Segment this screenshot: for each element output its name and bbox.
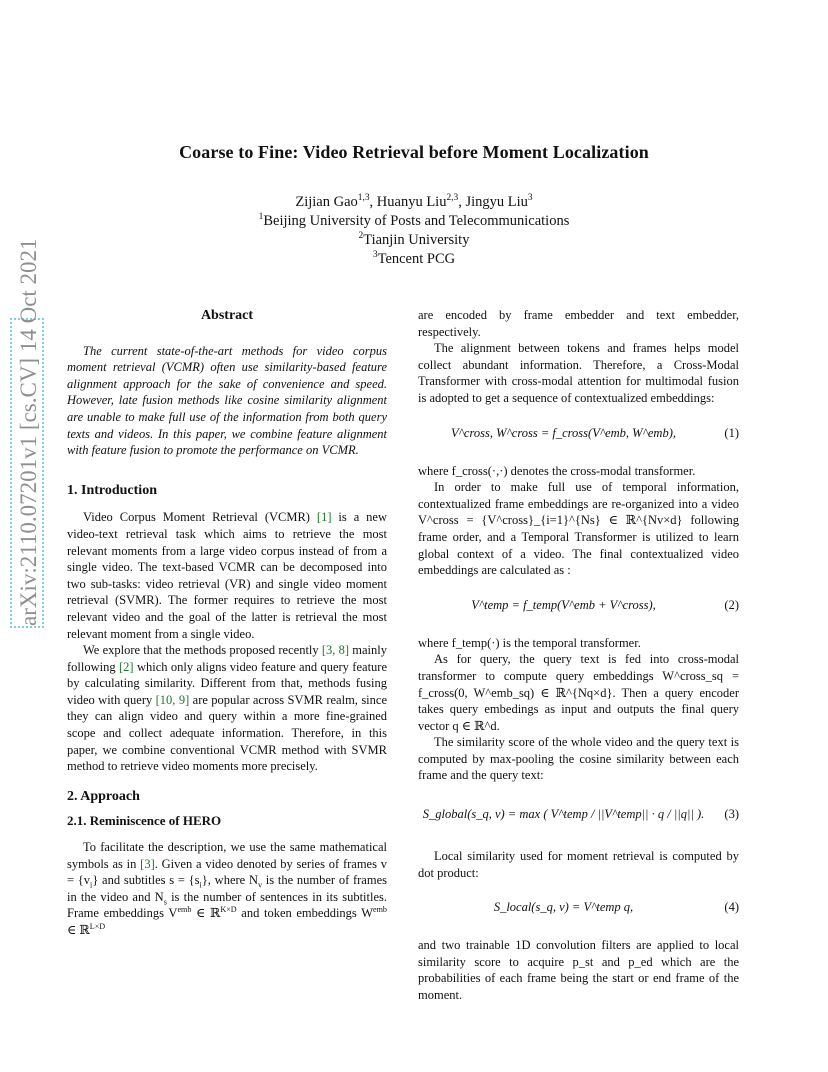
subsection-heading: 2.1. Reminiscence of HERO xyxy=(67,813,222,829)
affiliation xyxy=(0,212,828,231)
math-sup: emb xyxy=(373,905,387,915)
text-run: } xyxy=(201,873,208,888)
affiliation-name: Beijing University of Posts and Telecommunications xyxy=(263,213,570,229)
math-sup: K×D xyxy=(220,905,237,915)
abstract-heading: Abstract xyxy=(200,308,254,323)
left-column xyxy=(67,307,387,939)
paragraph: are encoded by frame embedder and text embedder, respectively. xyxy=(418,308,739,339)
equation-number: (3) xyxy=(724,807,739,822)
text-run: and subtitles s = {s xyxy=(98,873,200,888)
affiliation xyxy=(0,250,828,269)
text-run: is the number of sentences in its subtitles. Frame embeddings V xyxy=(67,889,387,921)
equation-body: S_global(s_q, v) = max ( V^temp / ||V^temp|| · q / ||q|| ). xyxy=(422,807,705,822)
arxiv-stamp: arXiv:2110.07201v1 [cs.CV] 14 Oct 2021 xyxy=(10,318,44,628)
author-name: Zijian Gao xyxy=(295,194,358,210)
citation-link[interactable]: [3, 8] xyxy=(321,643,350,658)
text-run: which only aligns video feature and query feature by calculating similarity. Different from that, methods fusing video with query xyxy=(67,659,387,707)
section-heading-approach: 2. Approach xyxy=(67,788,140,804)
affiliation-name: Tianjin University xyxy=(363,232,470,248)
equation-number: (1) xyxy=(724,425,739,440)
text-run: Video Corpus Moment Retrieval (VCMR) xyxy=(83,510,317,525)
paragraph: In order to make full use of temporal information, contextualized frame embeddings are re-organized into a video V^cross = {V^cross}_{i=1}^{Ns} ∈ ℝ^{Nv×d} following frame order, and a Temporal Transformer is utilized to learn global context of a video. The final contextualized video embeddings are calculated as : xyxy=(418,480,739,578)
math-sup: L×D xyxy=(89,921,106,931)
text-run: and token embeddings W xyxy=(236,906,374,921)
affiliation-sup: 2 xyxy=(358,231,364,242)
citation-link[interactable]: [2] xyxy=(119,659,134,674)
text-run: . Given a video denoted by series of frames v = {v xyxy=(67,856,387,888)
text-run: ∈ ℝ xyxy=(191,906,221,921)
math-sub: v xyxy=(257,880,263,890)
equation-body: V^temp = f_temp(V^emb + V^cross), xyxy=(471,597,656,612)
equation-body: V^cross, W^cross = f_cross(V^emb, W^emb), xyxy=(451,425,676,440)
math-sub: i xyxy=(199,880,202,890)
affiliation-name: Tencent PCG xyxy=(377,251,456,267)
paragraph: where f_temp(·) is the temporal transformer. xyxy=(418,635,641,650)
math-sub: i xyxy=(90,880,93,890)
affiliation xyxy=(0,231,828,250)
paragraph: The alignment between tokens and frames helps model collect abundant information. Therefore, a Cross-Modal Transformer with cross-modal attention for multimodal fusion is adopted to get a sequence of contextualized embeddings: xyxy=(418,341,739,405)
equation-body: S_local(s_q, v) = V^temp q, xyxy=(493,900,634,915)
author-block xyxy=(0,193,828,269)
math-sub: s xyxy=(163,897,167,907)
intro-paragraph-2 xyxy=(67,642,387,775)
math-sup: emb xyxy=(177,905,192,915)
text-run: is the number of frames in the video and N xyxy=(67,873,387,904)
paragraph: The similarity score of the whole video and the query text is computed by max-pooling the cosine similarity between each frame and the query text: xyxy=(418,735,739,783)
author-sup: 3 xyxy=(527,193,533,204)
equation-1 xyxy=(418,417,739,453)
paragraph: Local similarity used for moment retrieval is computed by dot product: xyxy=(418,849,739,880)
affiliation-sup: 3 xyxy=(372,250,378,261)
citation-link[interactable]: [1] xyxy=(316,510,332,525)
paragraph: As for query, the query text is fed into cross-modal transformer to compute query embeddings W^cross_sq = f_cross(0, W^emb_sq) ∈ ℝ^{Nq×d}. Then a query encoder takes query embedings as input and outputs the final query vector q ∈ ℝ^d. xyxy=(418,652,739,733)
author-name: Huanyu Liu xyxy=(376,194,447,210)
author-sup: 1,3 xyxy=(357,193,370,204)
text-run: is a new video-text retrieval task which aims to retrieve the most relevant moments from a large video corpus instead of from a single video. The text-based VCMR can be decomposed into two sub-tasks: video retrieval (VR) and single video moment retrieval (SVMR). The former requires to retrieve the most relevant video and the goal of the latter is retrieval the most relevant moment from a single video. xyxy=(67,510,387,641)
equation-3 xyxy=(418,794,739,838)
citation-link[interactable]: [10, 9] xyxy=(155,692,190,707)
abstract-text: The current state-of-the-art methods for video corpus moment retrieval (VCMR) often use similarity-based feature alignment approach for the sake of convenience and speed. However, late fusion methods like cosine similarity alignment are unable to make full use of the information from both query texts and videos. In this paper, we combine feature alignment with feature fusion to promote the performance on VCMR. xyxy=(67,343,387,458)
text-run: To facilitate the description, we use the same mathematical symbols as in xyxy=(67,840,387,871)
equation-number: (2) xyxy=(724,597,739,612)
text-run: mainly following xyxy=(67,643,388,674)
equation-4 xyxy=(418,891,739,927)
affiliation-sup: 1 xyxy=(258,212,264,223)
text-run: ∈ ℝ xyxy=(67,923,90,937)
paper-title: Coarse to Fine: Video Retrieval before Moment Localization xyxy=(179,142,649,162)
approach-paragraph xyxy=(67,839,387,939)
text-run: are popular across SVMR realm, since they can align video and query within a more fine-grained scope and collect adequate information. Therefore, in this paper, we combine conventional VCMR method with SVMR method to retrieve video moments more precisely. xyxy=(67,692,387,774)
section-heading-introduction: 1. Introduction xyxy=(67,482,157,498)
author-line: Zijian Gao$^{1,3}$, Huanyu Liu$^{2,3}$, Jingyu Liu$^3$ xyxy=(295,193,533,210)
citation-link[interactable]: [3] xyxy=(140,856,155,871)
intro-paragraph-1 xyxy=(67,509,387,642)
equation-number: (4) xyxy=(724,900,739,915)
right-column xyxy=(418,307,739,1004)
text-run: } xyxy=(92,873,99,888)
equation-2 xyxy=(418,589,739,625)
paragraph: where f_cross(·,·) denotes the cross-modal transformer. xyxy=(418,463,696,478)
text-run: , where N xyxy=(207,873,258,888)
paragraph: and two trainable 1D convolution filters are applied to local similarity score to acquire p_st and p_ed which are the probabilities of each frame being the start or end frame of the moment. xyxy=(418,938,739,1003)
author-sup: 2,3 xyxy=(446,193,459,204)
text-run: We explore that the methods proposed recently xyxy=(83,643,322,658)
author-name: Jingyu Liu xyxy=(465,194,528,210)
